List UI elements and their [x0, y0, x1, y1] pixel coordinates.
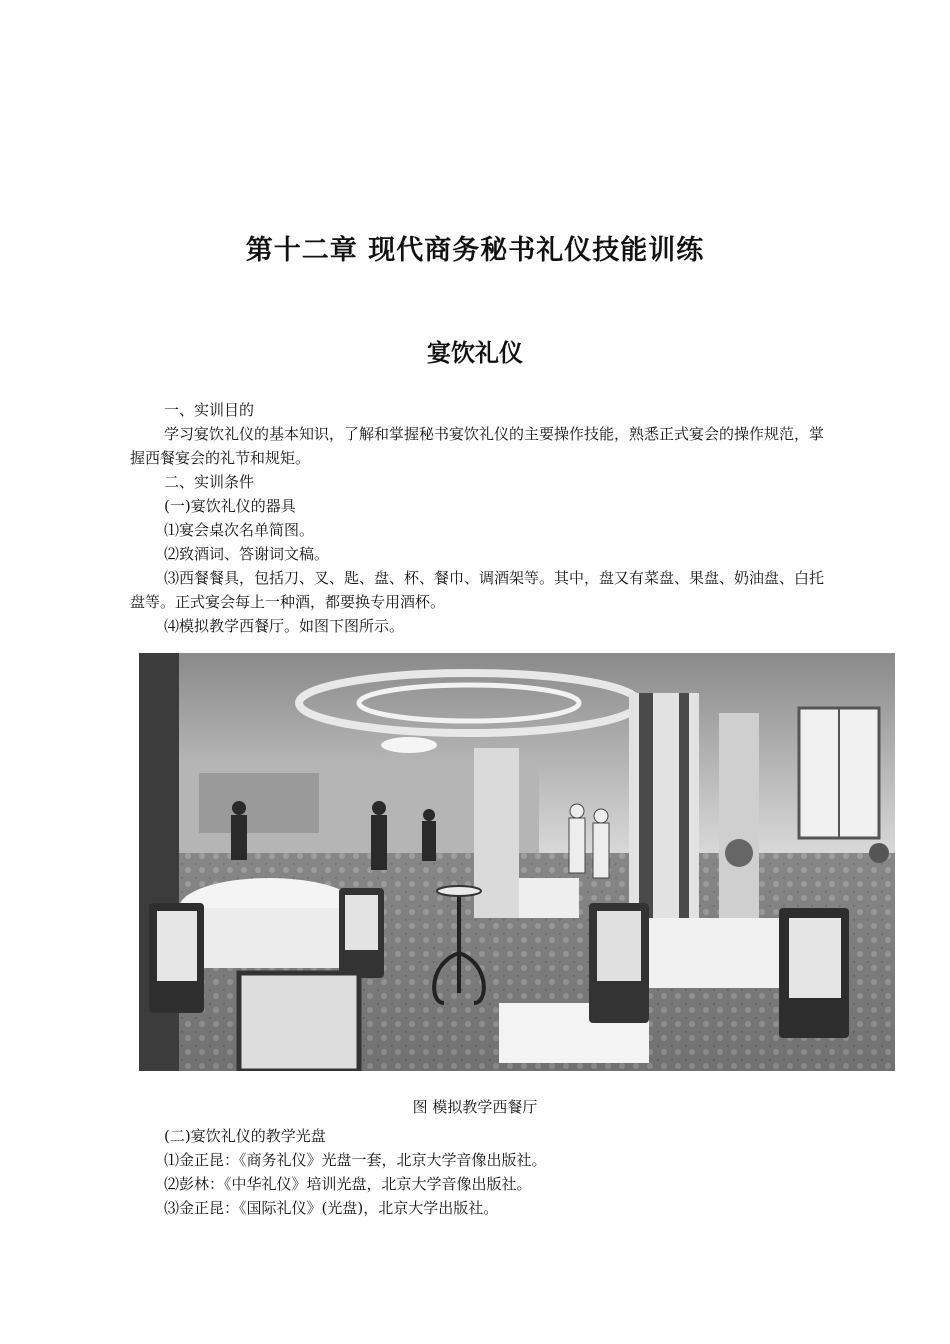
subheading-discs: (二)宴饮礼仪的教学光盘: [164, 1127, 326, 1145]
chapter-title: 第十二章 现代商务秘书礼仪技能训练: [245, 235, 705, 266]
paragraph-objective: 学习宴饮礼仪的基本知识，了解和掌握秘书宴饮礼仪的主要操作技能，熟悉正式宴会的操作规范，掌握西餐宴会的礼节和规矩。: [130, 425, 825, 467]
body-text: [130, 398, 835, 638]
section-title: 宴饮礼仪: [427, 338, 523, 367]
heading-objective: 一、实训目的: [164, 401, 255, 419]
list-item: ⑵彭林：《中华礼仪》培训光盘，北京大学音像出版社。: [164, 1175, 532, 1193]
restaurant-photo: [139, 653, 895, 1071]
body-text-after: [130, 1124, 835, 1220]
subheading-equipment: (一)宴饮礼仪的器具: [164, 497, 296, 515]
restaurant-illustration: [139, 653, 895, 1071]
list-item: ⑴金正昆：《商务礼仪》光盘一套，北京大学音像出版社。: [164, 1151, 547, 1169]
figure-caption: 图 模拟教学西餐厅: [412, 1098, 538, 1116]
list-item: ⑵致酒词、答谢词文稿。: [164, 545, 330, 563]
list-item: ⑶西餐餐具，包括刀、叉、匙、盘、杯、餐巾、调酒架等。其中，盘又有菜盘、果盘、奶油盘、白托盘等。正式宴会每上一种酒，都要换专用酒杯。: [130, 569, 825, 611]
list-item: ⑴宴会桌次名单简图。: [164, 521, 315, 539]
list-item: ⑷模拟教学西餐厅。如图下图所示。: [164, 617, 405, 635]
list-item: ⑶金正昆：《国际礼仪》(光盘)，北京大学出版社。: [164, 1199, 499, 1217]
heading-conditions: 二、实训条件: [164, 473, 255, 491]
